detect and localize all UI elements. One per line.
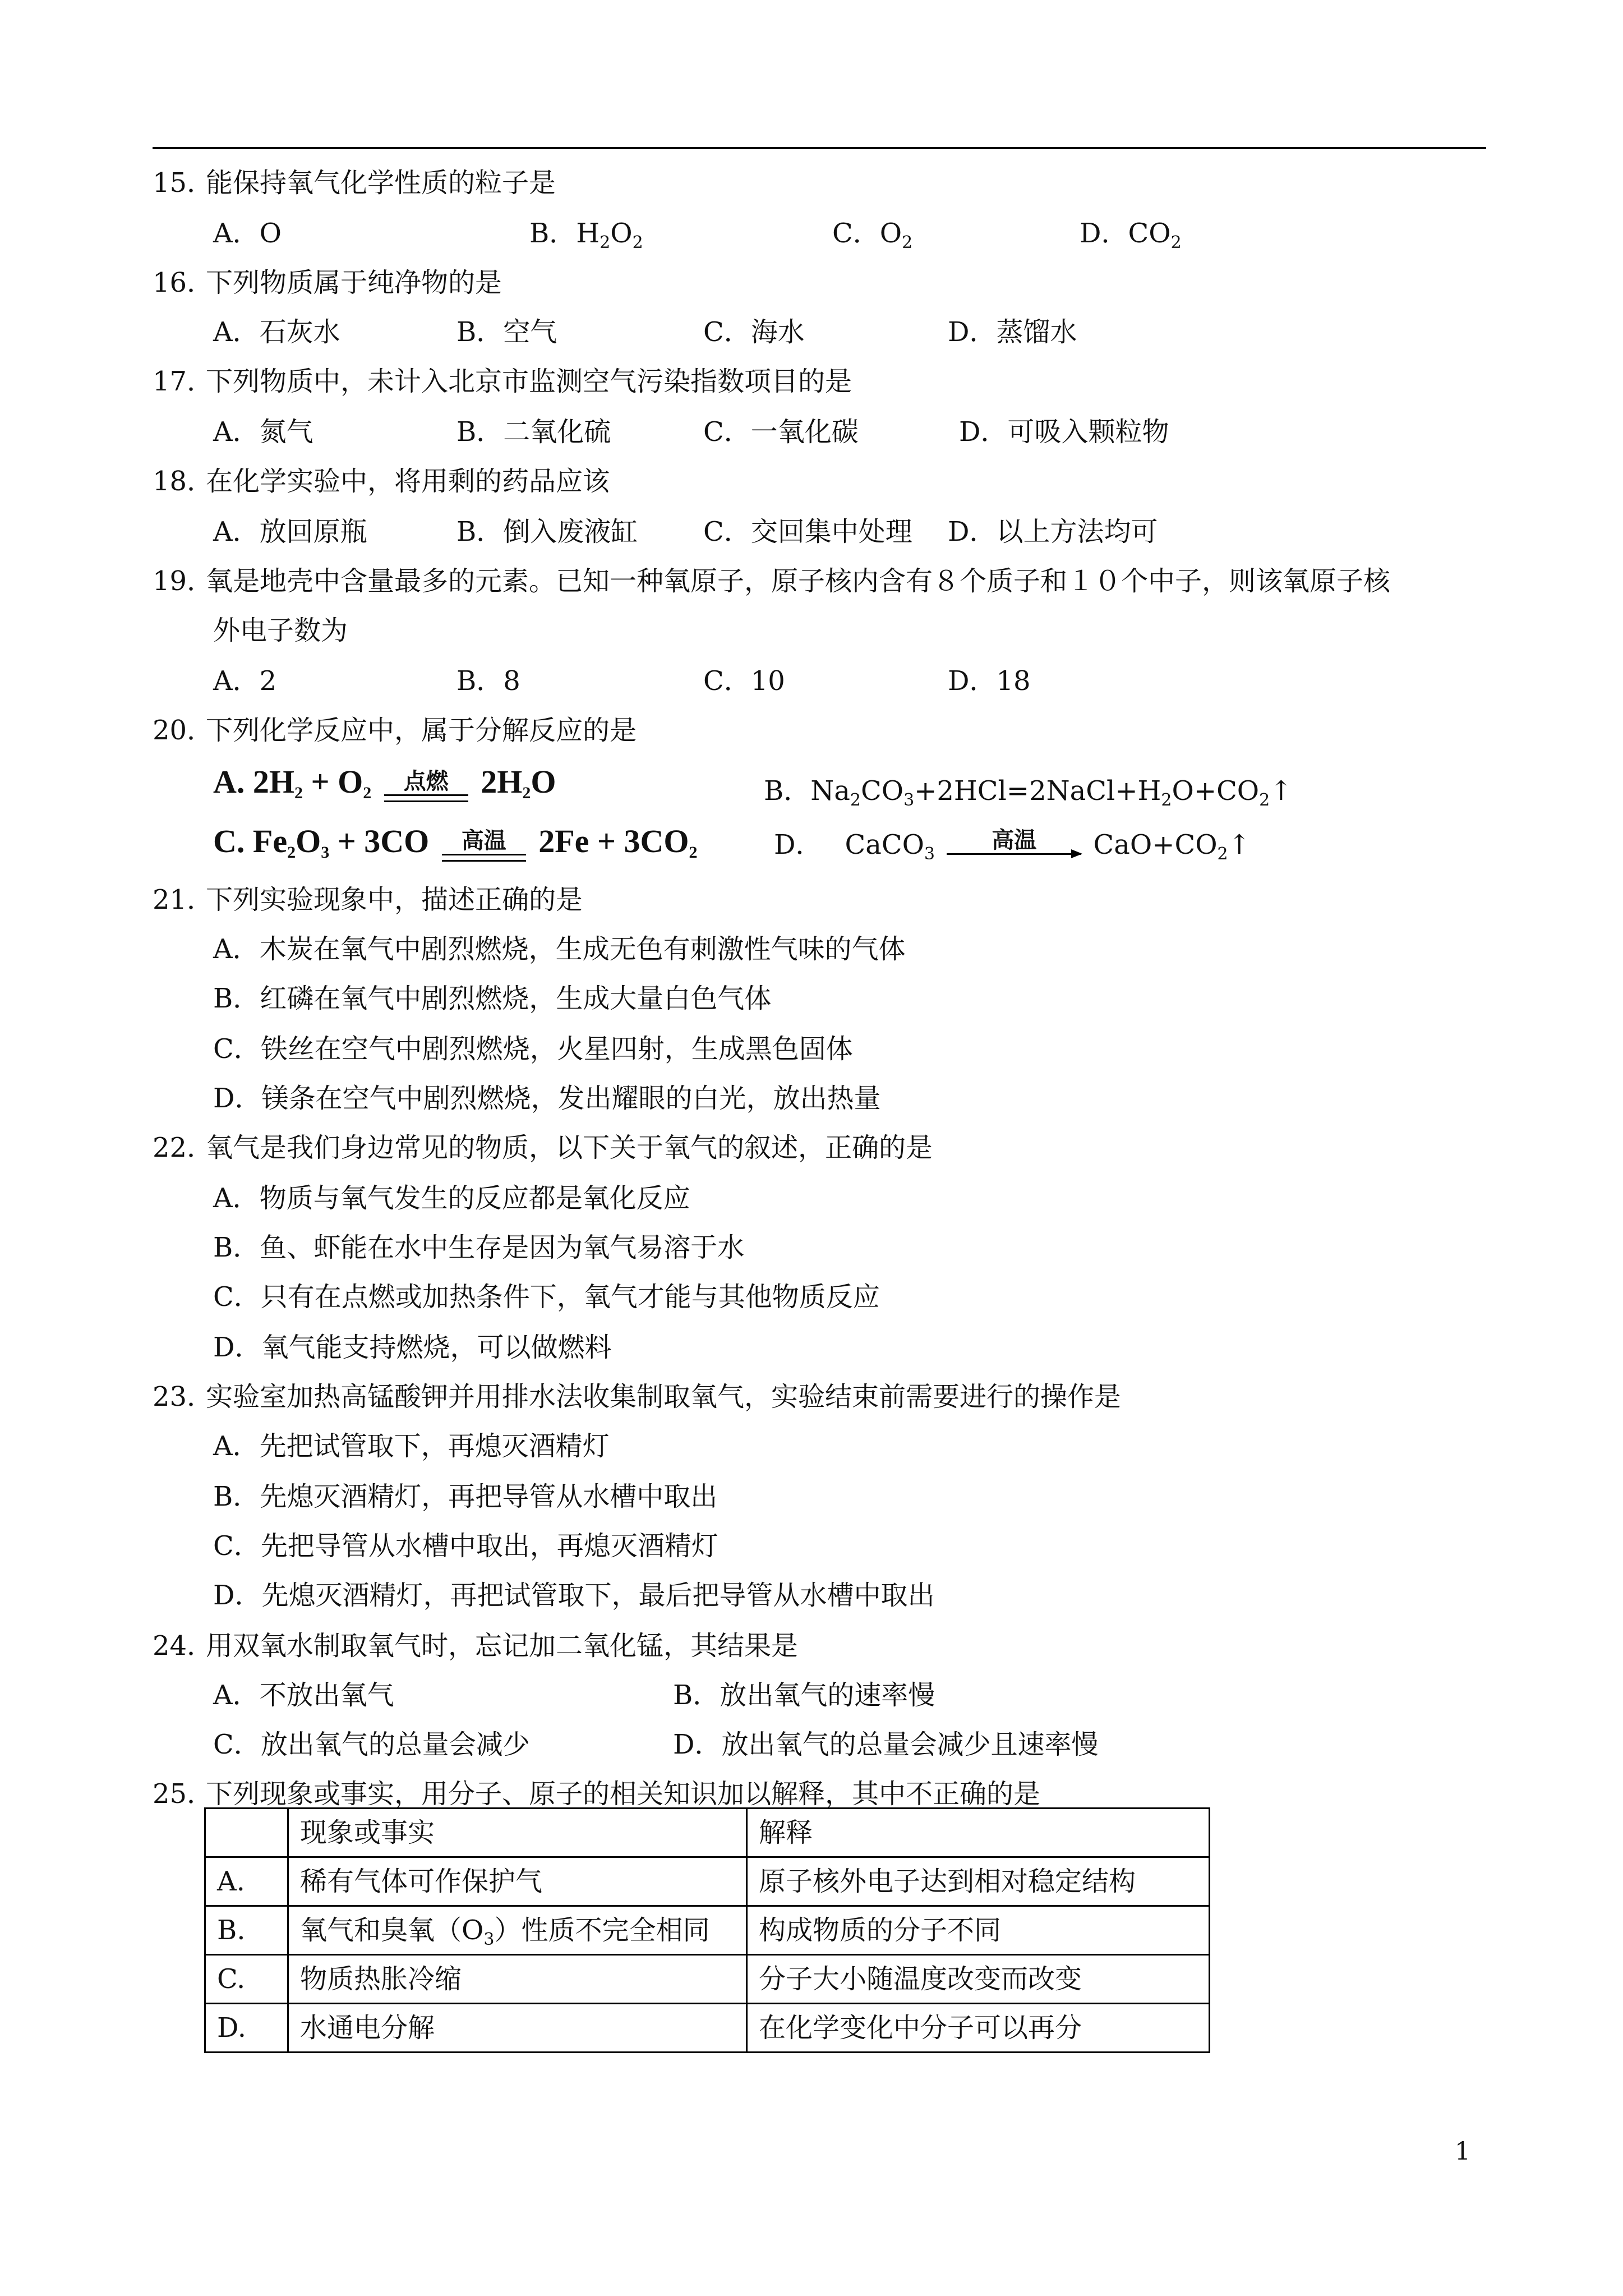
option-c: C．铁丝在空气中剧烈燃烧，火星四射，生成黑色固体 [213, 1033, 853, 1065]
option-d: D．以上方法均可 [948, 516, 1158, 547]
question-text: 下列化学反应中，属于分解反应的是 [206, 715, 637, 746]
reaction-condition: 高温 [442, 828, 526, 872]
option-c: C．只有在点燃或加热条件下，氧气才能与其他物质反应 [213, 1281, 880, 1313]
page-number: 1 [1455, 2137, 1470, 2166]
option-a: A．先把试管取下，再熄灭酒精灯 [213, 1430, 610, 1462]
question-16 [153, 266, 502, 300]
option-d: D．可吸入颗粒物 [959, 416, 1169, 448]
table-cell: 在化学变化中分子可以再分 [747, 2004, 1210, 2053]
option-b: B．倒入废液缸 [457, 516, 638, 547]
equation-d: D． CaCO$_3$ 高温 $CaO+CO_2↑$ [774, 822, 1251, 867]
option-c: C．先把导管从水槽中取出，再熄灭酒精灯 [213, 1530, 718, 1562]
option-a: A．木炭在氧气中剧烈燃烧，生成无色有刺激性气味的气体 [213, 933, 906, 965]
option-d: D．放出氧气的总量会减少且速率慢 [673, 1729, 1099, 1760]
table-cell: A. [205, 1857, 288, 1906]
table-cell: 构成物质的分子不同 [747, 1906, 1210, 1955]
table-header-cell: 解释 [747, 1809, 1210, 1857]
option-d: D．镁条在空气中剧烈燃烧，发出耀眼的白光，放出热量 [213, 1083, 881, 1114]
question-text: 实验室加热高锰酸钾并用排水法收集制取氧气，实验结束前需要进行的操作是 [206, 1381, 1122, 1412]
reaction-arrow-icon: 高温 [947, 827, 1081, 867]
question-text: 下列物质属于纯净物的是 [206, 267, 502, 298]
question-number: 16． [153, 267, 214, 298]
question-number: 19． [153, 565, 214, 597]
question-23 [153, 1380, 1121, 1414]
question-text: 在化学实验中，将用剩的药品应该 [206, 466, 610, 497]
table-cell: 物质热胀冷缩 [288, 1955, 747, 2004]
question-number: 25． [153, 1778, 214, 1810]
question-number: 24． [153, 1630, 214, 1662]
table-cell: 氧气和臭氧$(O_3)$性质不完全相同 [288, 1906, 747, 1955]
table-cell: B. [205, 1906, 288, 1955]
option-c: C．放出氧气的总量会减少 [213, 1729, 530, 1760]
question-24 [153, 1629, 798, 1663]
option-b: B．空气 [457, 316, 557, 348]
table-row [205, 1955, 1210, 2004]
table-cell: 水通电分解 [288, 2004, 747, 2053]
question-text: 下列现象或事实，用分子、原子的相关知识加以解释，其中不正确的是 [206, 1778, 1041, 1810]
option-a: A．2 [213, 665, 277, 697]
option-c: C．一氧化碳 [703, 416, 859, 448]
question-text: 氧气是我们身边常见的物质，以下关于氧气的叙述，正确的是 [206, 1132, 933, 1163]
question-number: 18． [153, 466, 214, 497]
gas-arrow-icon: ↑ [1228, 829, 1251, 861]
reaction-condition: 点燃 [384, 769, 468, 812]
question-25 [153, 1777, 1040, 1811]
equation-c: C. $Fe_2O_3 + 3CO$ 高温 $2Fe + 3CO_2$ [213, 811, 697, 872]
table-cell: 原子核外电子达到相对稳定结构 [747, 1857, 1210, 1906]
table-header-row [205, 1809, 1210, 1857]
option-b: B．放出氧气的速率慢 [673, 1680, 935, 1711]
question-22 [153, 1131, 933, 1165]
option-c: C．10 [703, 665, 785, 697]
option-a: A．氮气 [213, 416, 313, 448]
question-18 [153, 464, 610, 498]
option-d: D．蒸馏水 [948, 316, 1077, 348]
table-header-cell [205, 1809, 288, 1857]
option-d: D．$CO_2$ [1080, 218, 1182, 252]
option-b: B．红磷在氧气中剧烈燃烧，生成大量白色气体 [213, 983, 772, 1014]
question-text-continued: 外电子数为 [213, 615, 348, 646]
question-19 [153, 564, 1390, 598]
option-a: A．O [213, 218, 282, 249]
equation-a: A. $2H_2 + O_2$ 点燃 $2H_2O$ [213, 752, 556, 812]
option-c: C．海水 [703, 316, 805, 348]
question-number: 15． [153, 167, 214, 199]
option-b: B．$H_2O_2$ [529, 218, 643, 252]
question-number: 23． [153, 1381, 214, 1412]
option-a: A．放回原瓶 [213, 516, 367, 547]
option-c: C．交回集中处理 [703, 516, 912, 547]
table-header-cell: 现象或事实 [288, 1809, 747, 1857]
question-20 [153, 714, 637, 747]
table-cell: D. [205, 2004, 288, 2053]
table-row [205, 1857, 1210, 1906]
option-a: A．不放出氧气 [213, 1680, 394, 1711]
question-15 [153, 166, 556, 200]
table-cell: 分子大小随温度改变而改变 [747, 1955, 1210, 2004]
gas-arrow-icon: ↑ [1270, 775, 1293, 807]
option-b: B．二氧化硫 [457, 416, 611, 448]
question-text: 能保持氧气化学性质的粒子是 [206, 167, 556, 199]
question-text: 下列物质中，未计入北京市监测空气污染指数项目的是 [206, 366, 852, 397]
option-a: A．物质与氧气发生的反应都是氧化反应 [213, 1182, 690, 1214]
table-cell: 稀有气体可作保护气 [288, 1857, 747, 1906]
option-a: A．石灰水 [213, 316, 340, 348]
table-row [205, 2004, 1210, 2053]
option-b: B．8 [457, 665, 520, 697]
option-d: D．18 [948, 665, 1031, 697]
question-text: 用双氧水制取氧气时，忘记加二氧化锰，其结果是 [206, 1630, 799, 1662]
option-b: B．鱼、虾能在水中生存是因为氧气易溶于水 [213, 1232, 745, 1263]
question-text: 下列实验现象中，描述正确的是 [206, 884, 583, 915]
option-d: D．氧气能支持燃烧，可以做燃料 [213, 1332, 612, 1363]
question-17 [153, 365, 852, 398]
question-number: 22． [153, 1132, 214, 1163]
question-number: 20． [153, 715, 214, 746]
header-rule [153, 147, 1486, 149]
option-c: C．$O_2$ [832, 218, 913, 252]
table-cell: C. [205, 1955, 288, 2004]
option-d: D．先熄灭酒精灯，再把试管取下，最后把导管从水槽中取出 [213, 1580, 935, 1611]
table-row [205, 1906, 1210, 1955]
question-text: 氧是地壳中含量最多的元素。已知一种氧原子，原子核内含有８个质子和１０个中子，则该氧原子核 [206, 565, 1391, 597]
option-b: B．先熄灭酒精灯，再把导管从水槽中取出 [213, 1481, 718, 1512]
question-21 [153, 883, 583, 917]
question-number: 21． [153, 884, 214, 915]
explanation-table [204, 1807, 1210, 2053]
equation-b: B．$Na_2CO_3+2HCl=2NaCl+H_2O+CO_2↑$ [764, 775, 1293, 810]
question-number: 17． [153, 366, 214, 397]
